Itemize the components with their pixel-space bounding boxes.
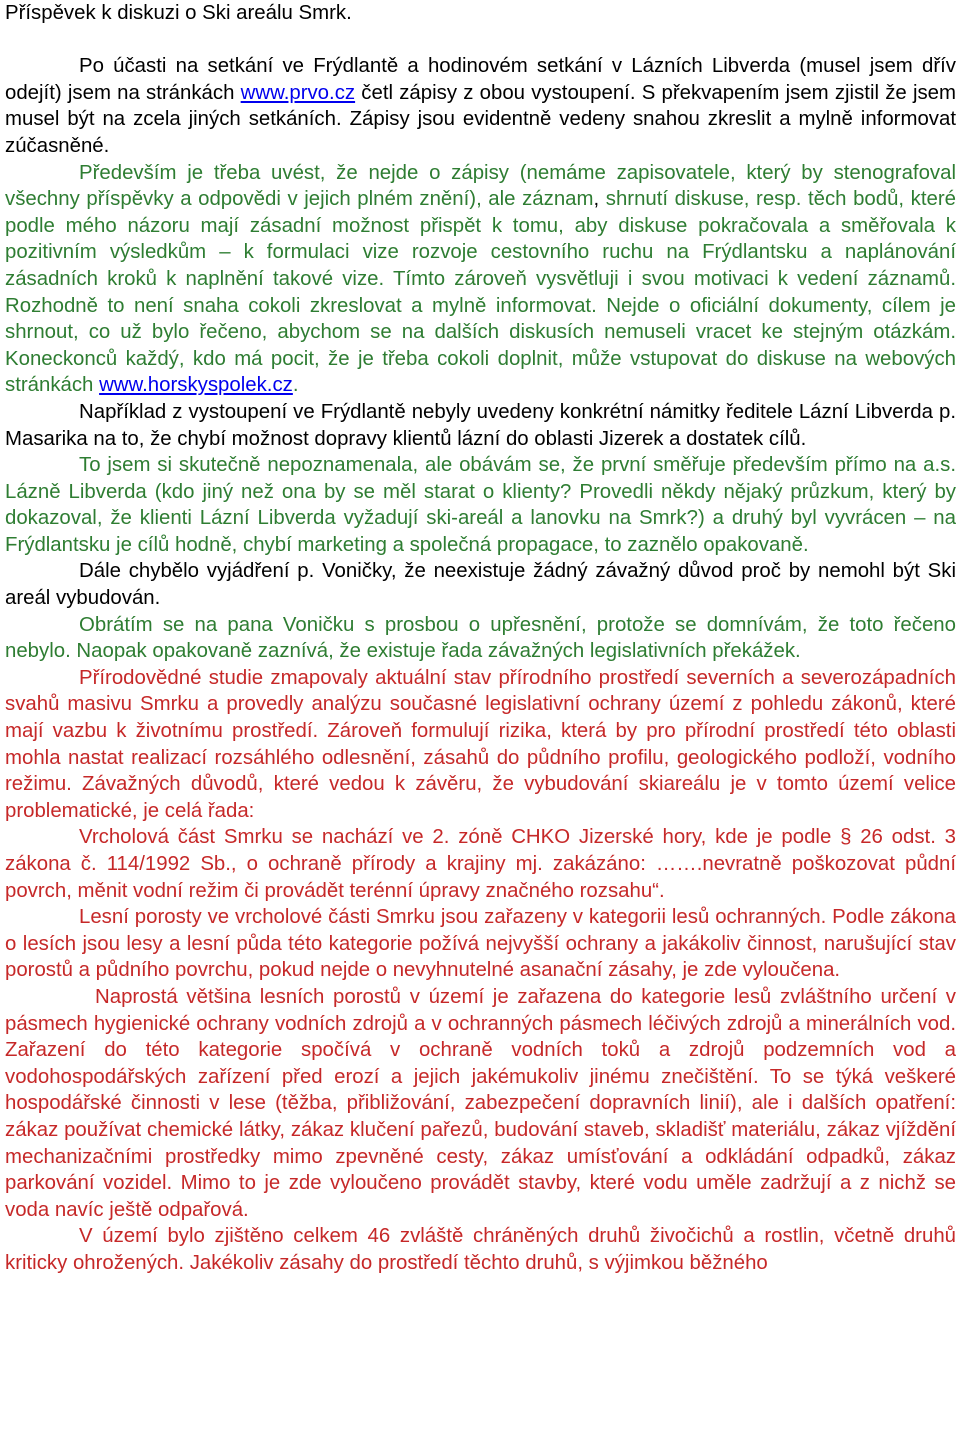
paragraph-11: V území bylo zjištěno celkem 46 zvláště chráněných druhů živočichů a rostlin, včetně druhů kriticky ohrožených. Jakékoliv zásahy do prostředí těchto druhů, s výjimkou běžného [5, 1225, 956, 1274]
paragraph-2 [5, 160, 956, 399]
paragraph-2-text-e: . [292, 374, 299, 397]
paragraph-3: Například z vystoupení ve Frýdlantě nebyly uvedeny konkrétní námitky ředitele Lázní Libverda p. Masarika na to, že chybí možnost dopravy klientů lázní do oblasti Jizerek a dostatek cílů. [5, 400, 956, 450]
paragraph-2-comma: , [593, 188, 606, 211]
paragraph-4 [5, 452, 956, 558]
paragraph-1-text-c: Zápisy jsou evidentně vedeny snahou zkreslit a mylně informovat zúčasněné. [5, 108, 956, 157]
paragraph-9: Lesní porosty ve vrcholové části Smrku jsou zařazeny v kategorii lesů ochranných. Podle zákona o lesích jsou lesy a lesní půda této kategorie požívá nejvyšší ochrany a jakákoliv činnost, narušující stav porostů a půdního povrchu, pokud nejde o nevyhnutelné asanační zásahy, je zde vyloučena. [5, 906, 956, 982]
paragraph-1-text-a: Po účasti na setkání ve Frýdlantě a hodinovém setkání v Lázních Libverda (musel jsem dřív odejít) jsem na stránkách [5, 55, 956, 104]
paragraph-7: Přírodovědné studie zmapovaly aktuální stav přírodního prostředí severních a severozápadních svahů masivu Smrku a provedly analýzu současné legislativní ochrany území z pohledu zákonů, které mají vazbu k životnímu prostředí. Zároveň formulují rizika, která by pro přírodní prostředí této oblasti mohla nastat realizací rozsáhlého odlesnění, zásahů do půdního profilu, geologického podloží, vodního režimu. Závažných důvodů, které vedou k závěru, že vybudování skiareálu je v tomto území velice problematické, je celá řada: [5, 666, 956, 822]
paragraph-2-text-c: shrnutí diskuse, resp. [605, 188, 808, 211]
paragraph-8: Vrcholová část Smrku se nachází ve 2. zóně CHKO Jizerské hory, kde je podle § 26 odst. 3 zákona č. 114/1992 Sb., o ochraně přírody a krajiny mj. zakázáno: …….nevratně poškozovat půdní povrch, měnit vodní režim či provádět terénní úpravy značného rozsahu“. [5, 826, 956, 902]
prvo-link[interactable]: www.prvo.cz [240, 81, 356, 104]
paragraph-5: Dále chybělo vyjádření p. Voničky, že neexistuje žádný závažný důvod proč by nemohl být Ski areál vybudován. [5, 560, 956, 610]
paragraph-10: Naprostá většina lesních porostů v území je zařazena do kategorie lesů zvláštního určení v pásmech hygienické ochrany vodních zdrojů a v ochranných pásmech léčivých zdrojů a minerálních vod. Zařazení do této kategorie spočívá v ochraně vodních toků a zdrojů podzemních vod a vodohospodářských zařízení před erozí a jejich jakémukoliv jinému znečištění. To se týká veškeré hospodářské činnosti v lese (těžba, přibližování, zabezpečení dopravních linií), ale i dalších opatření: zákaz používat chemické látky, zákaz klučení pařezů, budování staveb, skladišť materiálu, zákaz vjíždění mechanizačními prostředky mimo zpevněné cesty, zákaz umísťování a odkládání odpadků, zákaz parkování vozidel. Mimo to je zde vyloučeno provádět stavby, které vodu uměle zadržují a z nichž se voda navíc ještě odpařová. [5, 985, 956, 1221]
paragraph-4-text-a: To jsem si skutečně nepoznamenala, ale obávám se, že první směřuje především přímo na a.s. Lázně Libverda (kdo jiný než ona by se měl starat o klienty? Provedli někdy nějaký průzkum, který by dokazoval, že klienti Lázní Libverda vyžadují ski-areál a lanovku na Smrk?) a [5, 454, 956, 530]
paragraph-2-text-a: Především je třeba uvést, že nejde o zápisy (nemáme zapisovatele, který by stenografoval všechny příspěvky a odpovědi v jejich plném znění), ale záznam [5, 161, 956, 211]
document-title: Příspěvek k diskuzi o Ski areálu Smrk. [5, 2, 352, 24]
paragraph-6: Obrátím se na pana Voničku s prosbou o upřesnění, protože se domnívám, že toto řečeno nebylo. Naopak opakovaně zaznívá, že existuje řada závažných legislativních překážek. [5, 613, 956, 663]
paragraph-1 [5, 53, 956, 159]
paragraph-4-text-b: druhý byl vyvrácen – na Frýdlantsku je cílů hodně, chybí marketing a společná propagace, to zaznělo opakovaně. [5, 507, 956, 556]
paragraph-2-text-d: těch bodů, které podle mého názoru mají zásadní možnost přispět k tomu, aby diskuse pokračovala a směřovala k pozitivním výsledkům – k formulaci vize rozvoje cestovního ruchu na Frýdlantsku a naplánování zásadních kroků k naplnění takové vize. Tímto zároveň vysvětluji i svou motivaci k vedení záznamů. Rozhodně to není snaha cokoli zkreslovat a mylně informovat. Nejde o oficiální dokumenty, cílem je shrnout, co už bylo řečeno, abychom se na dalších diskusích nemuseli vracet ke stejným otázkám. Koneckonců každý, kdo má pocit, že je třeba cokoli doplnit, může vstupovat do diskuse na webových stránkách [5, 188, 957, 397]
paragraph-1-text-b: četl zápisy z obou vystoupení. S překvapením jsem zjistil že jsem musel být na zcela jiných setkáních. [5, 81, 957, 131]
blank-line [5, 27, 956, 54]
horskyspolek-link[interactable]: www.horskyspolek.cz [99, 374, 293, 397]
